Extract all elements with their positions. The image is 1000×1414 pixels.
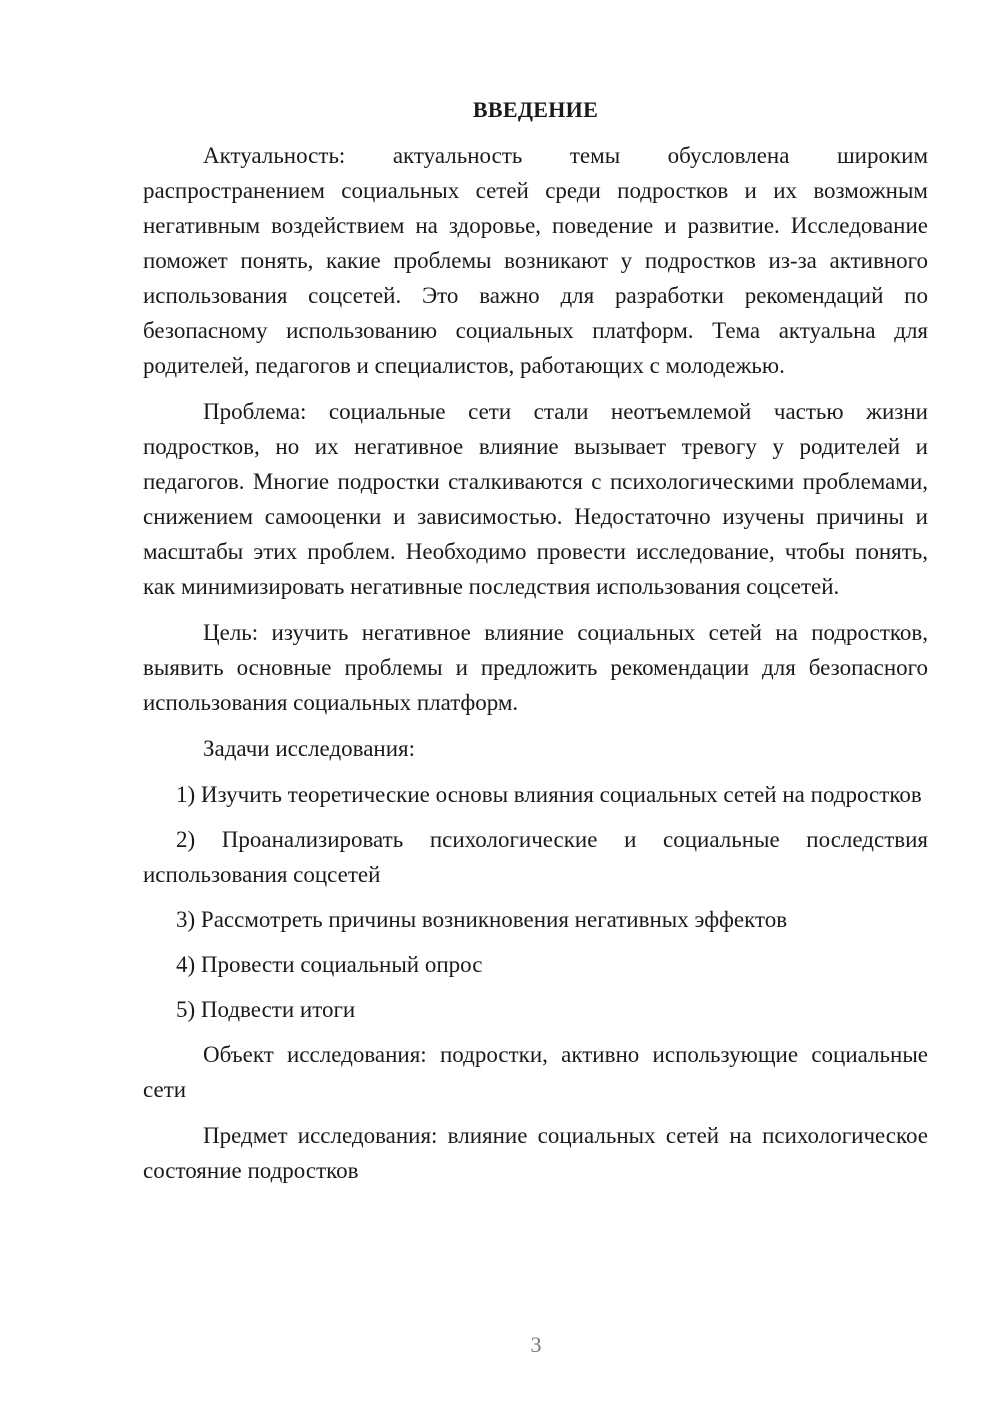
task-item-2: 2) Проанализировать психологические и социальные последствия использования соцсетей (143, 827, 928, 887)
task-item-4: 4) Провести социальный опрос (176, 952, 483, 977)
subject-paragraph: Предмет исследования: влияние социальных сетей на психологическое состояние подростков (143, 1123, 928, 1183)
object-paragraph: Объект исследования: подростки, активно использующие социальные сети (143, 1042, 928, 1102)
relevance-paragraph: Актуальность: актуальность темы обусловлена широким распространением социальных сетей среди подростков и их возможным негативным воздействием на здоровье, поведение и развитие. Исследование поможет понять, какие проблемы возникают у подростков из-за активного использования соцсетей. Это важно для разработки рекомендаций по безопасному использованию социальных платформ. Тема актуальна для родителей, педагогов и специалистов, работающих с молодежью. (143, 143, 928, 378)
goal-paragraph: Цель: изучить негативное влияние социальных сетей на подростков, выявить основные проблемы и предложить рекомендации для безопасного использования социальных платформ. (143, 620, 928, 715)
problem-paragraph: Проблема: социальные сети стали неотъемлемой частью жизни подростков, но их негативное влияние вызывает тревогу у родителей и педагогов. Многие подростки сталкиваются с психологическими проблемами, снижением самооценки и зависимостью. Недостаточно изучены причины и масштабы этих проблем. Необходимо провести исследование, чтобы понять, как минимизировать негативные последствия использования соцсетей. (143, 399, 928, 599)
task-item-3: 3) Рассмотреть причины возникновения негативных эффектов (176, 907, 788, 932)
tasks-heading: Задачи исследования: (203, 736, 416, 761)
page-content (143, 94, 928, 1199)
task-item-5: 5) Подвести итоги (176, 997, 356, 1022)
page-number: 3 (530, 1332, 542, 1357)
page-title: ВВЕДЕНИЕ (472, 97, 599, 122)
task-item-1: 1) Изучить теоретические основы влияния социальных сетей на подростков (176, 782, 922, 807)
